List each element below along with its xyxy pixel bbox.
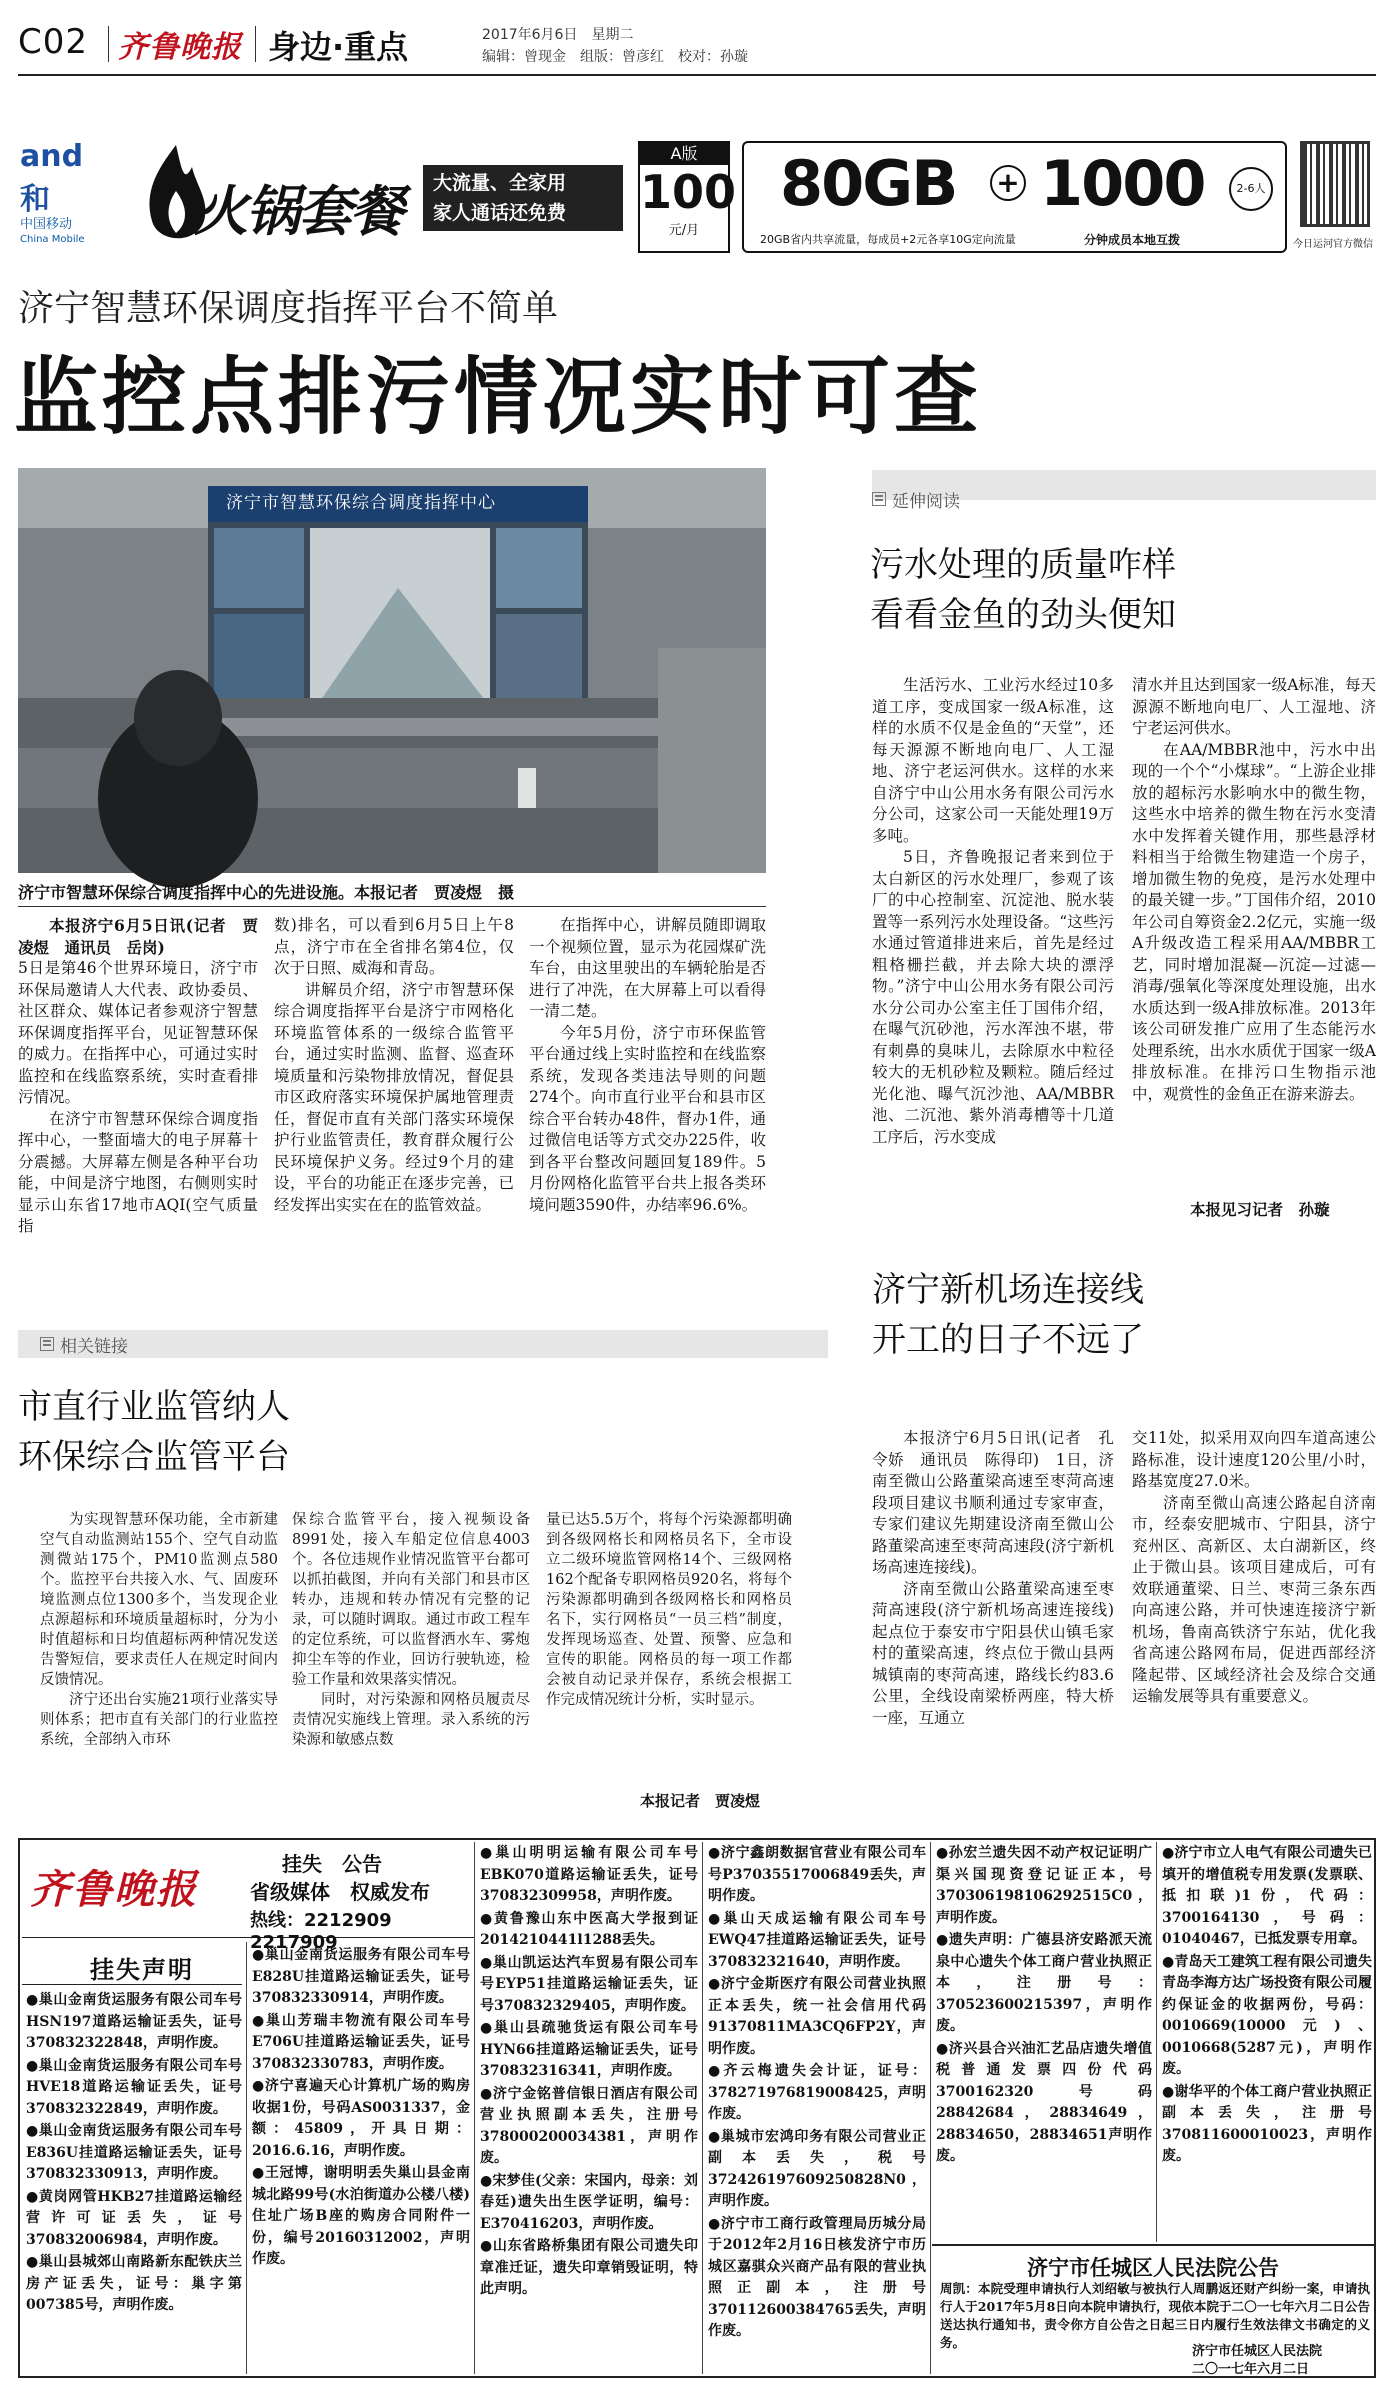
notice-item: ●谢华平的个体工商户营业执照正副本丢失，注册号370811600010023，声明作废。 [1162,2083,1372,2164]
notice-item: ●山东省路桥集团有限公司遗失印章准迁证，遗失印章销毁证明，特此声明。 [480,2238,698,2297]
paragraph: 讲解员介绍，济宁市智慧环保综合调度指挥平台是济宁市网格化环境监管体系的一级综合监管平台，通过实时监测、监督、巡查环境质量和污染物排放情况，督促县市区政府落实环境保护属地管理责任，督促市直有关部门落实环境保护行业监管责任，教育群众履行公民环境保护义务。经过9个月的建设，平台的功能正在逐步完善，已经发挥出实实在在的监管效益。 [274,980,514,1214]
classified-column-4 [708,1843,926,2373]
slogan-line-1: 大流量、全家用 [433,172,567,194]
photo-screen-title: 济宁市智慧环保综合调度指挥中心 [226,493,496,513]
plan-note-2: 分钟成员本地互拨 [1084,233,1181,247]
side1-title [870,540,1176,640]
section-name: 身边·重点 [268,28,409,66]
tier-label: A版 [640,143,728,165]
price-value: 100 [640,165,737,219]
ad-banner [18,135,1376,260]
title-line-2: 看看金鱼的劲头便知 [870,595,1176,635]
page-number: C02 [18,22,89,62]
related-column-1 [40,1510,278,1815]
paragraph: 在指挥中心，讲解员随即调取一个视频位置，显示为花园煤矿洗车台，由这里驶出的车辆轮胎是否进行了冲洗，在大屏幕上可以看得一清二楚。 [529,916,766,1020]
related-title [18,1382,290,1482]
notice-item: ●巢山明明运输有限公司车号EBK070道路运输证丢失，证号370832309958，声明作废。 [480,1845,698,1904]
classified-logo: 齐鲁晚报 [30,1866,198,1913]
court-date: 二〇一七年六月二日 [1192,2362,1310,2377]
column-divider [246,1942,247,2374]
caption-rule [18,906,766,907]
notice-item: ●巢山县疏驰货运有限公司车号HYN66挂道路运输证丢失，证号370832316341，声明作废。 [480,2020,698,2079]
notice-item: ●齐云梅遗失会计证，证号：378271976819008425，声明作废。 [708,2063,926,2122]
title-line-1: 污水处理的质量咋样 [870,545,1176,585]
side1-column-b [1132,675,1376,1195]
court-notice-title: 济宁市任城区人民法院公告 [1027,2256,1279,2280]
paragraph: 交11处，拟采用双向四车道高速公路标准，设计速度120公里/小时，路基宽度27.0米。 [1132,1429,1376,1490]
paragraph: 数)排名，可以看到6月5日上午8点，济宁市在全省排名第4位，仅次于日照、威海和青岛。 [274,916,514,977]
notice-item: ●巢山金南货运服务有限公司车号HVE18道路运输证丢失，证号370832322849，声明作废。 [26,2057,242,2117]
notice-item: ●黄岗网管HKB27挂道路运输经营许可证丢失，证号370832006984，声明作废。 [26,2188,242,2248]
paragraph: 济宁还出台实施21项行业落实导则体系；把市直有关部门的行业监控系统，全部纳入市环 [40,1692,278,1748]
china-mobile-logo [20,217,112,247]
issue-date [482,24,633,44]
classified-section-title: 挂失声明 [90,1956,194,1984]
related-tag [40,1331,128,1357]
side2-column-b [1132,1428,1376,1818]
notice-item: ●遗失声明：广德县济安路派天流泉中心遗失个体工商户营业执照正本，注册号：370523600215397，声明作废。 [936,1932,1152,2034]
paragraph: 济南至微山高速公路起自济南市，经泰安肥城市、宁阳县，济宁兖州区、高新区、太白湖新区，终止于微山县。该项目建成后，可有效联通董梁、日兰、枣菏三条东西向高速公路，并可快速连接济宁新机场，鲁南高铁济宁东站，优化我省高速公路网布局，促进西部经济隆起带、区域经济社会及综合交通运输发展等具有重要意义。 [1132,1493,1376,1705]
slogan-line-2: 家人通话还免费 [433,202,567,224]
notice-item: ●巢山金南货运服务有限公司车号HSN197道路运输证丢失，证号370832322848，声明作废。 [26,1992,242,2051]
members-badge: 2-6人 [1229,167,1273,211]
title-line-2: 环保综合监管平台 [18,1437,290,1477]
date-text: 2017年6月6日 [482,27,578,43]
side2-title [872,1265,1144,1365]
related-column-3 [546,1510,792,1810]
masthead-divider [255,26,256,62]
related-byline: 本报记者 贾凌煜 [640,1792,761,1810]
price-unit: 元/月 [668,223,700,238]
photo-caption: 济宁市智慧环保综合调度指挥中心的先进设施。本报记者 贾凌煜 摄 [18,883,515,902]
control-room-photo [18,468,766,873]
operator-en: China Mobile [20,234,85,245]
data-amount: 80GB [780,147,957,220]
staff-line: 编辑：曾现金 组版：曾彦红 校对：孙璇 [482,49,748,65]
qr-code [1300,141,1370,227]
paragraph: 在济宁市智慧环保综合调度指挥中心，一整面墙大的电子屏幕十分震撼。大屏幕左侧是各种平台功能，中间是济宁地图，右侧则实时显示山东省17地市AQI(空气质量指 [18,1109,258,1235]
plan-note-1: 20GB省内共享流量，每成员+2元各享10G定向流量 [760,233,1016,246]
notice-item: ●孙宏兰遗失因不动产权记证明广渠兴国现资登记证正本，号370306198106292515C0，声明作废。 [936,1845,1152,1926]
related-tag-band [18,1330,828,1358]
operator-cn: 中国移动 [20,217,73,232]
masthead-rule [18,74,1376,76]
tag-icon [40,1337,54,1351]
main-column-2 [274,915,514,1315]
paragraph: 生活污水、工业污水经过10多道工序，变成国家一级A标准，这样的水质不仅是金鱼的“天堂”，还每天源源不断地向电厂、人工湿地、济宁老运河供水。这样的水来自济宁中山公用水务有限公司污水分公司，这家公司一天能处理19万多吨。 [872,676,1114,845]
main-kicker: 济宁智慧环保调度指挥平台不简单 [18,288,559,329]
minutes-amount: 1000 [1040,147,1205,220]
notice-item: ●黄鲁豫山东中医高大学报到证2014210441l1288丢失。 [480,1910,698,1948]
ad-slogan [423,165,623,231]
classified-column-2 [252,1945,470,2373]
news-photo [18,468,766,873]
notice-item: ●巢山天成运输有限公司车号EWQ47挂道路运输证丢失，证号370832321640，声明作废。 [708,1910,926,1970]
paragraph: 济南至微山公路董梁高速至枣菏高速段(济宁新机场高速连接线)起点位于泰安市宁阳县伏山镇毛家村的董梁高速，终点位于微山县两城镇南的枣菏高速，路线长约83.6公里，全线设南梁桥两座，特大桥一座，互通立 [872,1579,1114,1727]
qr-caption: 今日运河官方微信 [1293,239,1373,250]
tag-label: 延伸阅读 [892,491,960,512]
notice-item: ●济宁喜遍天心计算机广场的购房收据1份，号码AS0031337，金额：45809，开具日期：2016.6.16，声明作废。 [252,2078,470,2159]
classified-column-6 [1162,1843,1372,2243]
court-notice-text: 周凯：本院受理申请执行人刘绍敏与被执行人周鹏返还财产纠纷一案，申请执行人于2017年5月8日向本院申请执行，现依本院于二〇一七年六月二日公告送达执行通知书，责令你方自公告之日起三日内履行生效法律文书确定的义务。 [940,2281,1370,2350]
classified-column-1 [26,1990,242,2370]
paragraph: 在AA/MBBR池中，污水中出现的一个个“小煤球”。“上游企业排放的超标污水影响水中的微生物，这些水中培养的微生物在污水变清水中发挥着关键作用，那些悬浮材料相当于给微生物建造一个房子，增加微生物的免疫，是污水处理中的最关键一步。”丁国伟介绍，2010年公司自筹资金2.2亿元，实施一级A升级改造工程采用AA/MBBR工艺，同时增加混凝—沉淀—过滤—消毒/强氧化等深度处理设施，出水水质达到一级A排放标准。2013年该公司研发推广应用了生态能污水处理系统，出水水质优于国家一级A排放标准。在排污口生物指示池中，观赏性的金鱼正在游来游去。 [1132,740,1376,1103]
title-line-1: 市直行业监管纳人 [18,1387,290,1427]
notice-item: ●巢山金南货运服务有限公司车号E828U挂道路运输证丢失，证号370832330914，声明作废。 [252,1947,470,2006]
main-column-3 [529,915,766,1315]
paragraph: 为实现智慧环保功能，全市新建空气自动监测站155个、空气自动监测微站175个，PM10监测点580个。监控平台共接入水、气、固废环境监测点位1300多个，当发现企业点源超标和环境质量超标时，分为小时值超标和日均值超标两种情况发送告警短信，要求责任人在规定时间内反馈情况。 [40,1512,278,1688]
notice-item: ●济宁金铭普信银日酒店有限公司营业执照副本丢失，注册号378000200034381，声明作废。 [480,2085,698,2166]
price-block [638,141,737,253]
notice-item: ●巢山金南货运服务有限公司车号E836U挂道路运输证丢失，证号370832330913，声明作废。 [26,2123,242,2182]
column-divider [930,1842,931,2374]
classified-tag-1: 挂失 公告 [282,1852,382,1876]
notice-item: ●济宁市工商行政管理局历城分局于2012年2月16日核发济宁市历城区嘉骐众兴商产品有限的营业执照正副本，注册号370112600384765丢失，声明作废。 [708,2215,926,2339]
paragraph: 清水并且达到国家一级A标准，每天源源不断地向电厂、人工湿地、济宁老运河供水。 [1132,676,1376,737]
related-column-2 [292,1510,530,1815]
paragraph: 今年5月份，济宁市环保监管平台通过线上实时监控和在线监察系统，发现各类违法导则的问题274个。向市直行业平台和县市区综合平台转办48件，督办1件，通过微信电话等方式交办225件，收到各平台整改问题回复189件。5月份网格化监管平台共上报各类环境问题3590件，办结率96.6%。 [529,1023,766,1214]
tag-icon [872,492,886,506]
section-title-rule [22,1984,242,1985]
court-sign: 济宁市任城区人民法院 [1192,2344,1323,2359]
paragraph: 同时，对污染源和网格员履责尽责情况实施线上管理。录入系统的污染源和敏感点数 [292,1692,530,1748]
title-line-1: 济宁新机场连接线 [872,1270,1144,1310]
side1-byline: 本报见习记者 孙璇 [1190,1200,1330,1219]
notice-item: ●济宁金斯医疗有限公司营业执照正本丢失，统一社会信用代码91370811MA3CQ6FP2Y，声明作废。 [708,1976,926,2057]
classified-hotline: 热线：2212909 2217909 [250,1910,392,1953]
weekday-text: 星期二 [591,27,634,43]
column-divider [702,1842,703,2374]
paragraph: 保综合监管平台，接入视频设备8991处，接入车船定位信息4003个。各位违规作业情况监管平台都可以抓拍截图，并向有关部门和县市区转办，违规和转办情况有完整的记录，可以随时调取。通过市政工程车的定位系统，可以监督洒水车、雾炮抑尘车等的作业，回访行驶轨迹，检验工作量和效果落实情况。 [292,1512,530,1688]
notice-item: ●济兴县合兴油汇艺品店遗失增值税普通发票四份代码3700162320号码28842684，28834649，28834650，28834651声明作废。 [936,2040,1152,2164]
paragraph: 5日，齐鲁晚报记者来到位于太白新区的污水处理厂，参观了该厂的中心控制室、沉淀池、脱水装置等一系列污水处理设备。“这些污水通过管道排进来后，首先是经过粗格栅拦截，并去除大块的漂浮物。”济宁中山公用水务有限公司污水分公司办公室主任丁国伟介绍，在曝气沉砂池，污水浑浊不堪，带有刺鼻的臭味儿，去除原水中粒径较大的无机砂粒及颗粒。随后经过光化池、曝气沉沙池、AA/MBBR池、二沉池、紫外消毒槽等十几道工序后，污水变成 [872,848,1114,1146]
side1-column-a [872,675,1114,1230]
byline: 本报济宁6月5日讯(记者 贾凌煜 通讯员 岳岗) [18,916,258,957]
paragraph: 量已达5.5万个，将每个污染源都明确到各级网格长和网格员名下，全市设立二级环境监管网格14个、三级网格162个配备专职网格员920名，将每个污染源都明确到各级网格长和网格员名下，实行网格员“一员三档”制度，发挥现场巡查、处置、预警、应急和宣传的职能。网格员的每一项工作都会被自动记录并保存，系统会根据工作完成情况统计分析，实时显示。 [546,1512,792,1708]
notice-item: ●巢山芳瑞丰物流有限公司车号E706U挂道路运输证丢失，证号370832330783，声明作废。 [252,2012,470,2072]
title-line-2: 开工的日子不远了 [872,1320,1144,1360]
product-name: 火锅套餐 [194,180,402,243]
side-tag [872,486,960,512]
notice-item: ●济宁鑫朗数据官营业有限公司车号P37035517006849丢失，声明作废。 [708,1845,926,1904]
side2-column-a [872,1428,1114,1818]
and-brand-logo [20,139,112,217]
tag-label: 相关链接 [60,1336,128,1357]
column-divider [1156,1842,1157,2242]
masthead-divider [108,26,109,62]
notice-item: ●济宁市立人电气有限公司遗失已填开的增值税专用发票(发票联、抵扣联)1份，代码：3700164130，号码：01040467，已抵发票专用章。 [1162,1845,1372,1947]
column-divider [474,1842,475,2374]
notice-item: ●王冠博，谢明明丢失巢山县金南城北路99号(水泊街道办公楼八楼)住址广场B座的购房合同附件一份，编号20160312002，声明作废。 [252,2165,470,2267]
notice-item: ●巢山凯运达汽车贸易有限公司车号EYP51挂道路运输证丢失，证号370832329405，声明作废。 [480,1954,698,2014]
main-column-1 [18,915,258,1315]
paper-logo: 齐鲁晚报 [118,30,242,65]
main-headline: 监控点排污情况实时可查 [14,348,983,446]
court-notice [932,2244,1374,2376]
notice-item: ●巢城市宏鸿印务有限公司营业正副本丢失，税号372426197609250828N0，声明作废。 [708,2128,926,2209]
classified-tag-2: 省级媒体 权威发布 [250,1880,430,1904]
classified-column-3 [480,1843,698,2373]
plus-sign: + [990,165,1026,201]
classified-column-5 [936,1843,1152,2243]
notice-item: ●青岛天工建筑工程有限公司遗失青岛李海方达广场投资有限公司履约保证金的收据两份，号码：0010669(10000元)、0010668(5287元)，声明作废。 [1162,1953,1372,2077]
paragraph: 本报济宁6月5日讯(记者 孔令娇 通讯员 陈得印) 1日，济南至微山公路董梁高速至枣菏高速段项目建议书顺利通过专家审查，专家们建议先期建设济南至微山公路董梁高速至枣菏高速段(济宁新机场高速连接线)。 [872,1429,1114,1576]
notice-item: ●巢山县城郊山南路新东配铁庆兰房产证丢失，证号：巢字第007385号，声明作废。 [26,2254,242,2313]
classified-header [22,1842,474,1953]
notice-item: ●宋梦佳(父亲：宋国内，母亲：刘春廷)遗失出生医学证明，编号：E370416203，声明作废。 [480,2172,698,2232]
brand-text: and和 [20,139,84,217]
paragraph: 5日是第46个世界环境日，济宁市环保局邀请人大代表、政协委员、社区群众、媒体记者参观济宁智慧环保调度指挥平台，见证智慧环保的威力。在指挥中心，可通过实时监控和在线监察系统，实时查看排污情况。 [18,959,258,1106]
plan-box [742,141,1287,253]
